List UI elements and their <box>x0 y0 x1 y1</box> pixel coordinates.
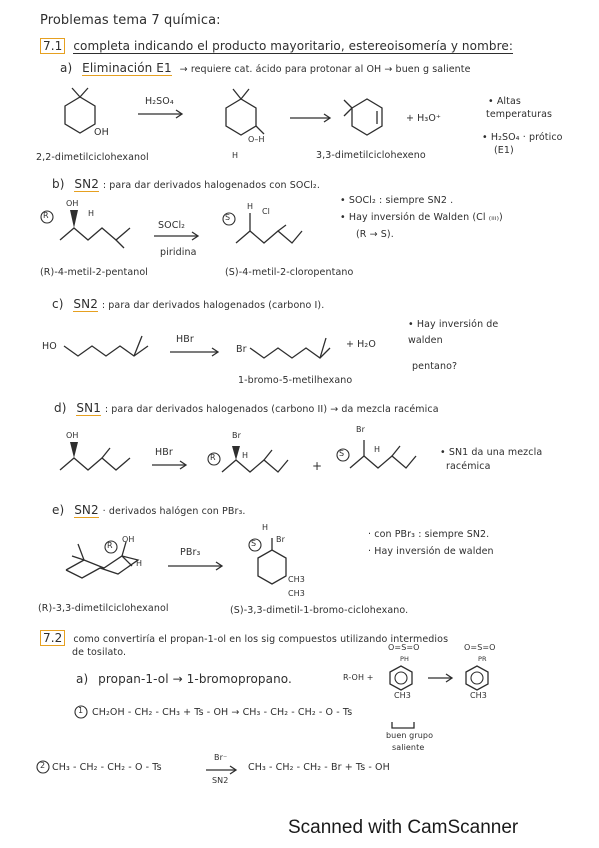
ch3-label: CH3 <box>394 691 411 700</box>
config-s: S <box>339 449 345 458</box>
reactant-name: 2,2-dimetilciclohexanol <box>36 152 149 163</box>
reaction-arrow <box>170 348 224 356</box>
reaction-type: SN2 <box>73 297 98 311</box>
reaction-arrow-2 <box>206 766 242 774</box>
oh-label: OH <box>122 535 135 544</box>
leaving-group-note-1: buen grupo <box>386 731 434 740</box>
note-2: • Hay inversión de Walden (Cl ₍ᵢᵢᵢ₎) <box>340 212 503 223</box>
part-letter: e) <box>52 503 65 517</box>
br-label: Br <box>236 344 247 355</box>
leaving-group-note-2: saliente <box>392 743 425 752</box>
reagent-label: PBr₃ <box>180 547 201 558</box>
note-2: walden <box>408 335 443 346</box>
reactant-hexanol-structure <box>64 332 164 360</box>
note-4: (E1) <box>494 145 514 156</box>
reaction-type: SN2 <box>74 177 99 191</box>
oh-label: OH <box>66 431 79 440</box>
reaction-arrow <box>138 110 188 118</box>
config-s: S <box>225 213 231 222</box>
step-2-right: CH₃ - CH₂ - CH₂ - Br + Ts - OH <box>248 762 390 773</box>
byproduct: + H₂O <box>346 339 376 350</box>
note-1: • Altas <box>488 96 521 107</box>
tosyl-top-2: O=S=O <box>464 643 496 652</box>
h-label: H <box>374 445 381 454</box>
br-label: Br <box>276 535 285 544</box>
config-r: R <box>210 453 216 462</box>
config-r: R <box>43 211 49 220</box>
reagent-top: SOCl₂ <box>158 220 186 231</box>
part-text: propan-1-ol → 1-bromopropano. <box>98 672 292 686</box>
part-b-header <box>52 178 320 191</box>
part-letter: a) <box>76 672 89 686</box>
h-label: H <box>242 451 249 460</box>
ch3-label-2: CH3 <box>470 691 487 700</box>
reaction-arrow <box>428 674 458 682</box>
reaction-desc: : para dar derivados halogenados con SOCl₂. <box>102 180 320 191</box>
reaction-type: Eliminación E1 <box>82 61 172 75</box>
ch3-label-a: CH3 <box>288 575 305 584</box>
part-letter: c) <box>52 297 64 311</box>
part-a-line <box>76 673 292 685</box>
reagent-label: HBr <box>176 334 194 345</box>
config-s: S <box>251 539 257 548</box>
reagent-bottom: piridina <box>160 247 197 258</box>
h-label: H <box>262 523 269 532</box>
reaction-type: SN1 <box>76 401 101 415</box>
note-2: racémica <box>446 461 491 472</box>
step-2-number: 2 <box>40 761 46 770</box>
note-1: • Hay inversión de <box>408 319 499 330</box>
part-letter: b) <box>52 177 65 191</box>
h-label: H <box>232 151 239 160</box>
part-d-header <box>54 402 439 415</box>
part-e-header <box>52 504 246 517</box>
part-letter: a) <box>60 61 73 75</box>
tosyl-top: O=S=O <box>388 643 420 652</box>
exercise-7-2-header <box>40 632 448 645</box>
note-3: • H₂SO₄ · prótico <box>482 132 563 143</box>
h-label: H <box>136 559 143 568</box>
reaction-desc: : para dar derivados halogenados (carbono I). <box>101 300 325 311</box>
reaction-arrow <box>152 461 192 469</box>
exercise-7-1-header <box>40 40 513 52</box>
part-c-header <box>52 298 324 311</box>
product-name: (S)-4-metil-2-cloropentano <box>225 267 354 278</box>
reaction-arrow <box>168 562 228 570</box>
page-title: Problemas tema 7 química: <box>40 13 221 28</box>
part-letter: d) <box>54 401 67 415</box>
exercise-number: 7.2 <box>40 630 65 646</box>
product-name: 1-bromo-5-metilhexano <box>238 375 353 386</box>
h-label: H <box>247 202 254 211</box>
reaction-desc: : para dar derivados halogenados (carbono II) → da mezcla racémica <box>104 404 439 415</box>
reaction-desc: → requiere cat. ácido para protonar al OH → buen g saliente <box>179 64 471 75</box>
note-3: (R → S). <box>356 229 394 240</box>
tosyl-label: R-OH + <box>343 673 374 682</box>
reactant-cyclohexanol-structure <box>50 88 110 148</box>
reaction-arrow <box>154 232 204 240</box>
tosyl-sub: PH <box>400 655 410 663</box>
cl-label: Cl <box>262 207 271 216</box>
product-chloropentane-structure <box>236 202 316 255</box>
product-name: (S)-3,3-dimetil-1-bromo-ciclohexano. <box>230 605 409 616</box>
oh-label: OH <box>66 199 79 208</box>
reactant-structure <box>60 440 150 476</box>
product-r-structure <box>222 442 302 478</box>
step-2-reagent-top: Br⁻ <box>214 753 228 762</box>
oh-protonated-label: O–H <box>248 135 265 144</box>
exercise-intro: como convertiría el propan-1-ol en los sig compuestos utilizando intermedios <box>73 634 449 645</box>
exercise-number: 7.1 <box>40 38 65 54</box>
ch3-label-b: CH3 <box>288 589 305 598</box>
br-label: Br <box>232 431 241 440</box>
note-2: temperaturas <box>486 109 553 120</box>
step-1-number: 1 <box>78 706 84 715</box>
note-2: · Hay inversión de walden <box>368 546 494 557</box>
exercise-intro: completa indicando el producto mayoritario, estereoisomería y nombre: <box>73 39 513 53</box>
br-label: Br <box>356 425 365 434</box>
tosyl-ring-structure-2 <box>462 664 492 694</box>
byproduct: + H₃O⁺ <box>406 113 442 124</box>
leaving-group-bracket <box>392 722 416 730</box>
h-label: H <box>88 209 95 218</box>
reaction-desc: · derivados halógen con PBr₃. <box>102 506 246 517</box>
step-2-left: CH₃ - CH₂ - CH₂ - O - Ts <box>52 762 162 773</box>
config-r: R <box>107 541 113 550</box>
reactant-name: (R)-4-metil-2-pentanol <box>40 267 149 278</box>
scanner-watermark: Scanned with CamScanner <box>288 817 519 838</box>
step-2-reagent-bottom: SN2 <box>212 776 229 785</box>
ho-label: HO <box>42 341 57 352</box>
step-1-equation: CH₂OH - CH₂ - CH₃ + Ts - OH → CH₃ - CH₂ - CH₂ - O - Ts <box>92 707 353 718</box>
exercise-intro-2: de tosilato. <box>72 647 127 658</box>
product-s-structure <box>350 438 430 474</box>
note-1: • SN1 da una mezcla <box>440 447 543 458</box>
product-cyclohexene-structure <box>340 86 400 146</box>
product-bromohexane-structure <box>250 334 340 362</box>
note-1: · con PBr₃ : siempre SN2. <box>368 529 490 540</box>
annotation: pentano? <box>412 361 458 372</box>
part-a-header <box>60 62 471 75</box>
note-1: • SOCl₂ : siempre SN2 . <box>340 195 454 206</box>
product-name: 3,3-dimetilciclohexeno <box>316 150 426 161</box>
tosyl-ring-structure <box>386 664 416 694</box>
plus-sign: + <box>312 459 323 473</box>
oh-label: OH <box>94 127 109 138</box>
reaction-arrow-2 <box>290 114 334 122</box>
reagent-label: H₂SO₄ <box>145 96 174 107</box>
tosyl-sub-2: PR <box>478 655 487 663</box>
reaction-type: SN2 <box>74 503 99 517</box>
reactant-name: (R)-3,3-dimetilciclohexanol <box>38 603 169 614</box>
reagent-label: HBr <box>155 447 173 458</box>
